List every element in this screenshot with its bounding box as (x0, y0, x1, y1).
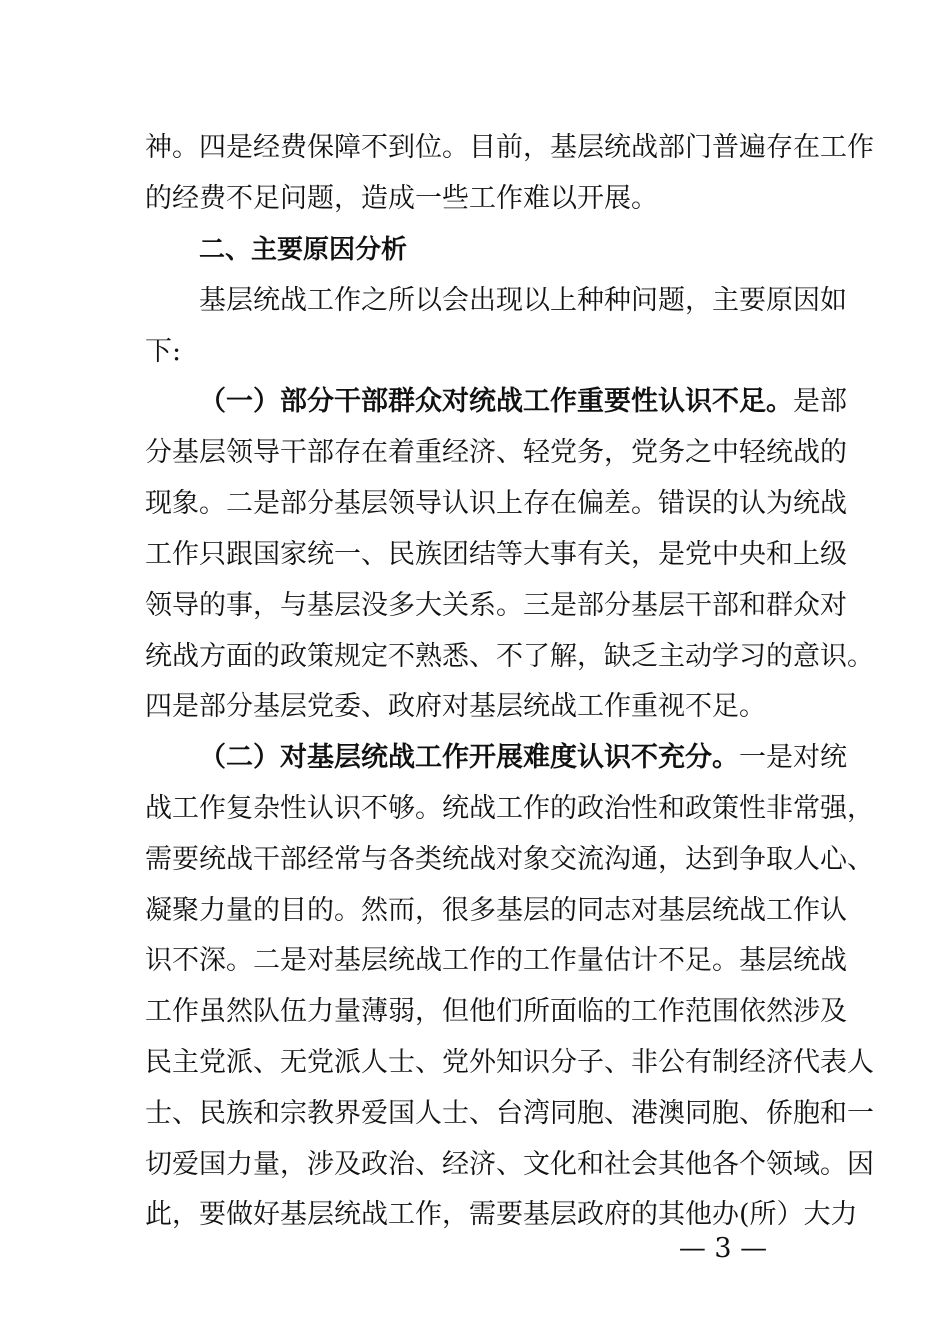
body-text-line: 战工作复杂性认识不够。统战工作的政治性和政策性非常强， (145, 793, 874, 824)
body-text-line: 工作虽然队伍力量薄弱，但他们所面临的工作范围依然涉及 (145, 996, 847, 1027)
body-text-line: 现象。二是部分基层领导认识上存在偏差。错误的认为统战 (145, 488, 847, 519)
section-heading: 二、主要原因分析 (199, 235, 408, 265)
body-text-line: 民主党派、无党派人士、党外知识分子、非公有制经济代表人 (145, 1047, 874, 1078)
body-text-line: 基层统战工作之所以会出现以上种种问题，主要原因如 (199, 285, 847, 316)
page-number: — 3 — (678, 1233, 768, 1264)
body-text-line: 凝聚力量的目的。然而，很多基层的同志对基层统战工作认 (145, 895, 847, 926)
body-text-line: 领导的事，与基层没多大关系。三是部分基层干部和群众对 (145, 590, 847, 621)
body-text-line: 分基层领导干部存在着重经济、轻党务，党务之中轻统战的 (145, 437, 847, 468)
body-text-line: 统战方面的政策规定不熟悉、不了解，缺乏主动学习的意识。 (145, 641, 874, 672)
body-text-line: 士、民族和宗教界爱国人士、台湾同胞、港澳同胞、侨胞和一 (145, 1098, 874, 1129)
body-text-line: 切爱国力量，涉及政治、经济、文化和社会其他各个领域。因 (145, 1149, 874, 1180)
body-text-line: 识不深。二是对基层统战工作的工作量估计不足。基层统战 (145, 945, 847, 976)
body-text-fragment: 是部 (793, 386, 847, 417)
body-text-fragment: 一是对统 (739, 742, 847, 773)
body-text-line: 需要统战干部经常与各类统战对象交流沟通，达到争取人心、 (145, 844, 874, 875)
subsection-heading: （二）对基层统战工作开展难度认识不充分。 (199, 742, 739, 773)
subsection-heading: （一）部分干部群众对统战工作重要性认识不足。 (199, 386, 793, 417)
body-text-line: 下: (145, 336, 182, 367)
body-text-line: 神。四是经费保障不到位。目前，基层统战部门普遍存在工作 (145, 132, 874, 163)
body-text-line: 此，要做好基层统战工作，需要基层政府的其他办(所）大力 (145, 1199, 858, 1230)
subsection-paragraph-start (199, 741, 847, 775)
body-text-line: 工作只跟国家统一、民族团结等大事有关，是党中央和上级 (145, 539, 847, 570)
subsection-paragraph-start (199, 385, 847, 419)
body-text-line: 的经费不足问题，造成一些工作难以开展。 (145, 183, 658, 214)
body-text-line: 四是部分基层党委、政府对基层统战工作重视不足。 (145, 691, 766, 722)
